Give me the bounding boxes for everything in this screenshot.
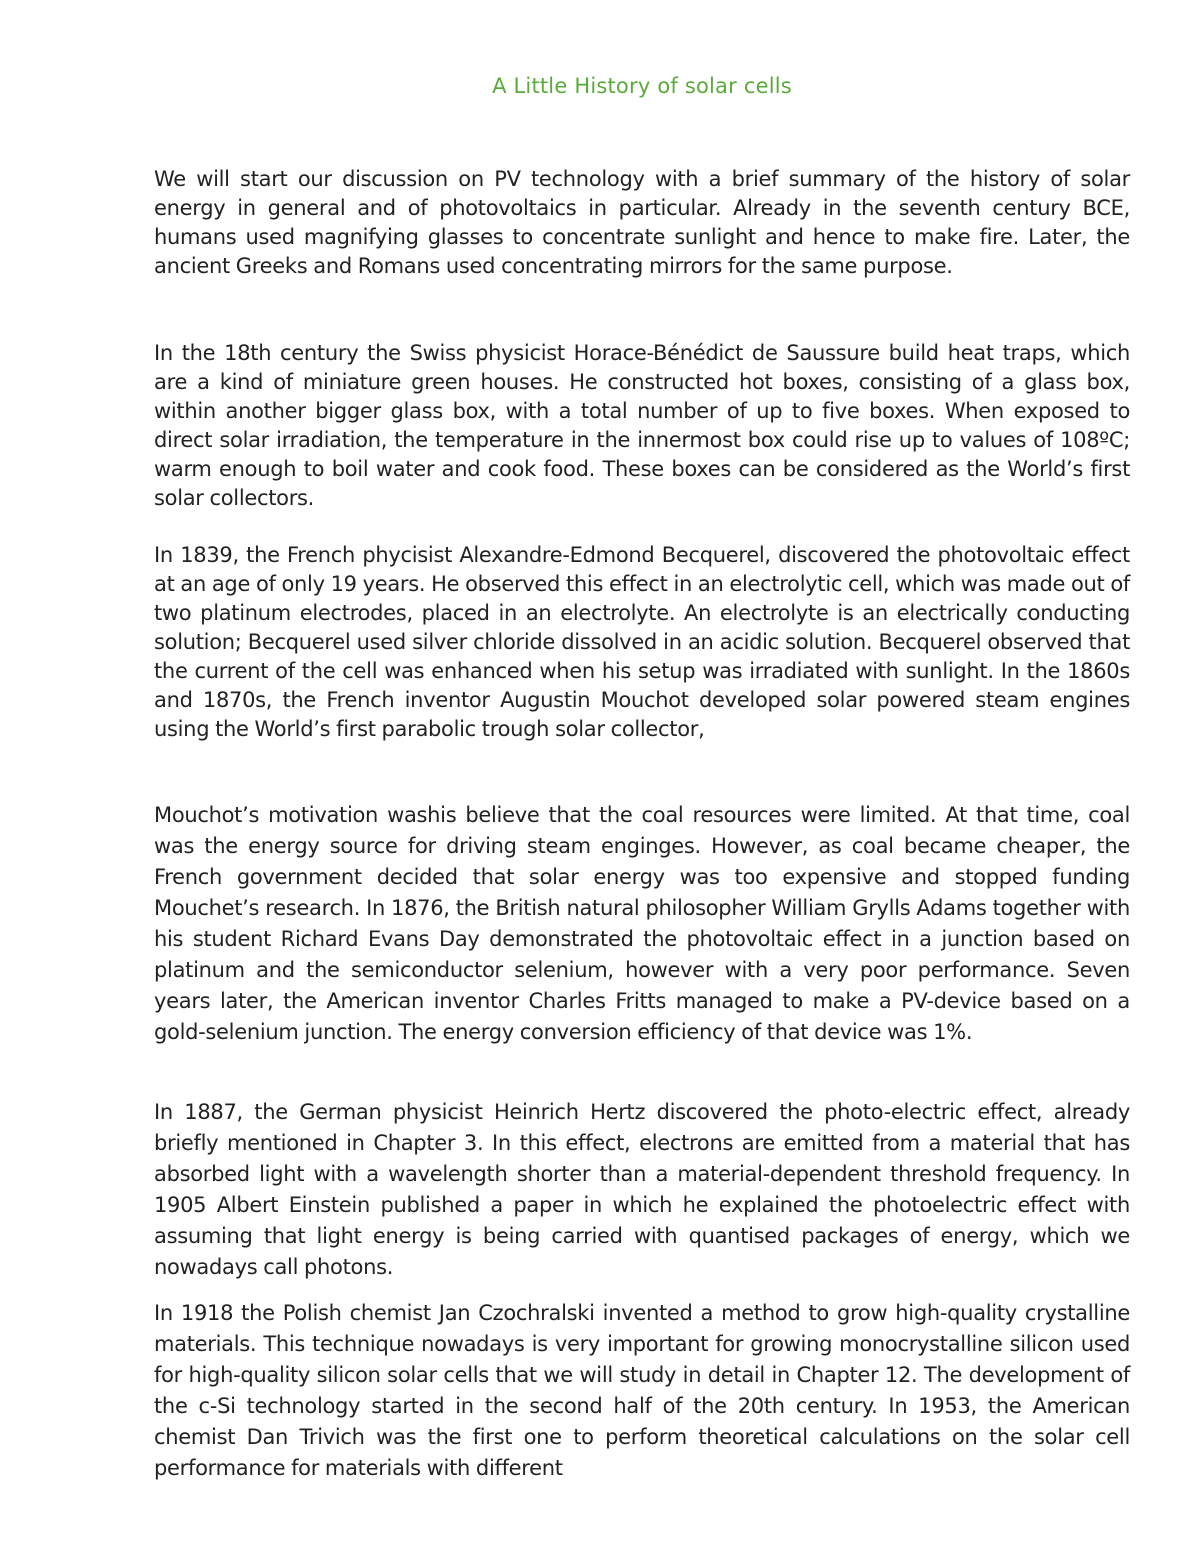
paragraph-becquerel [154,541,1130,744]
paragraph-text: In 1839, the French phycisist Alexandre-Edmond Becquerel, discovered the photovoltaic effect at an age of only 19 years. He observed this effect in an electrolytic cell, which was made out of two platinum electrodes, placed in an electrolyte. An electrolyte is an electrically conducting solution; Becquerel used silver chloride dissolved in an acidic solution. Becquerel observed that the current of the cell was enhanced when his setup was irradiated with sunlight. In the 1860s and 1870s, the French inventor Augustin Mouchot developed solar powered steam engines using the World’s first parabolic trough solar collector, [154,543,1130,741]
paragraph-hertz [154,1097,1130,1283]
paragraph-text: In the 18th century the Swiss physicist Horace-Bénédict de Saussure build heat traps, which are a kind of miniature green houses. He constructed hot boxes, consisting of a glass box, within another bigger glass box, with a total number of up to five boxes. When exposed to direct solar irradiation, the temperature in the innermost box could rise up to values of 108ºC; warm enough to boil water and cook food. These boxes can be considered as the World’s first solar collectors. [154,341,1130,510]
paragraph-mouchot [154,800,1130,1048]
paragraph-text: In 1887, the German physicist Heinrich Hertz discovered the photo-electric effect, already briefly mentioned in Chapter 3. In this effect, electrons are emitted from a material that has absorbed light with a wavelength shorter than a material-dependent threshold frequency. In 1905 Albert Einstein published a paper in which he explained the photoelectric effect with assuming that light energy is being carried with quantised packages of energy, which we nowadays call photons. [154,1100,1130,1279]
paragraph-czochralski [154,1298,1130,1484]
paragraph-text: We will start our discussion on PV technology with a brief summary of the history of solar energy in general and of photovoltaics in particular. Already in the seventh century BCE, humans used magnifying glasses to concentrate sunlight and hence to make fire. Later, the ancient Greeks and Romans used concentrating mirrors for the same purpose. [154,167,1130,278]
paragraph-text: In 1918 the Polish chemist Jan Czochralski invented a method to grow high-quality crystalline materials. This technique nowadays is very important for growing monocrystalline silicon used for high-quality silicon solar cells that we will study in detail in Chapter 12. The development of the c-Si technology started in the second half of the 20th century. In 1953, the American chemist Dan Trivich was the first one to perform theoretical calculations on the solar cell performance for materials with different [154,1301,1130,1480]
paragraph-text: Mouchot’s motivation washis believe that the coal resources were limited. At that time, coal was the energy source for driving steam enginges. However, as coal became cheaper, the French government decided that solar energy was too expensive and stopped funding Mouchet’s research. In 1876, the British natural philosopher William Grylls Adams together with his student Richard Evans Day demonstrated the photovoltaic effect in a junction based on platinum and the semiconductor selenium, however with a very poor performance. Seven years later, the American inventor Charles Fritts managed to make a PV-device based on a gold-selenium junction. The energy conversion efficiency of that device was 1%. [154,803,1130,1044]
paragraph-saussure [154,339,1130,513]
page-title: A Little History of solar cells [492,74,792,98]
paragraph-intro [154,165,1130,281]
